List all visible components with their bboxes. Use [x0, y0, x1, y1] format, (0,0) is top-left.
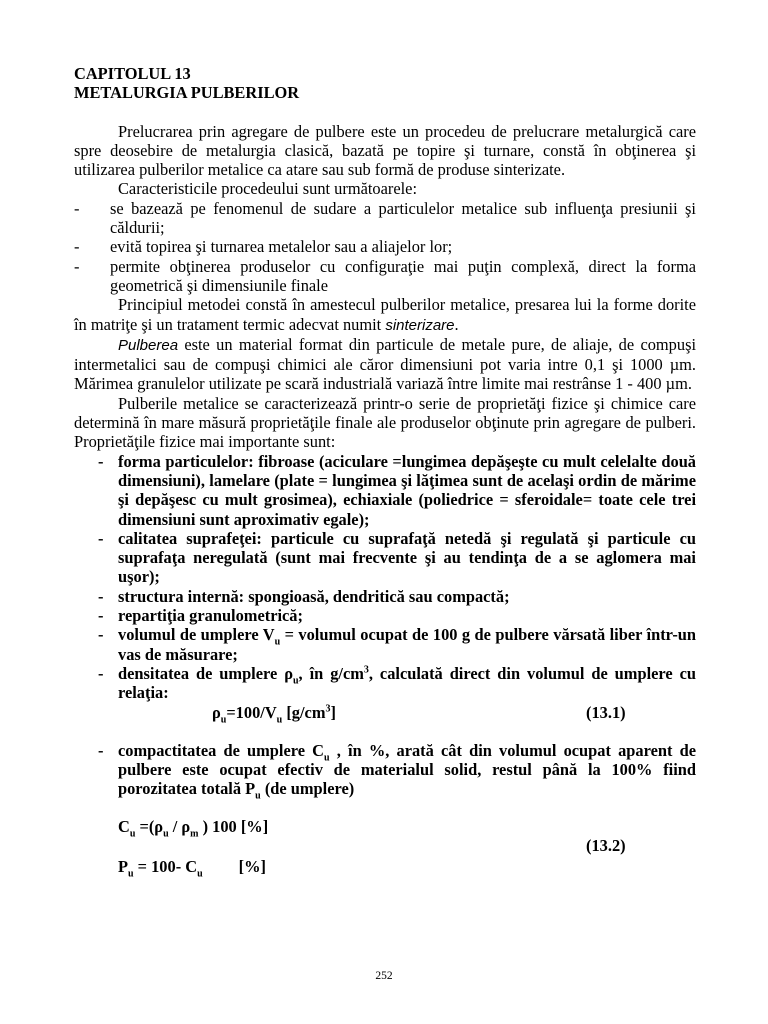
list-item-text: structura internă: spongioasă, dendritică sau compactă; [118, 586, 510, 606]
paragraph-characteristics: Caracteristicile procedeului sunt următoarele: [118, 179, 418, 199]
list-item [74, 237, 696, 256]
text-run: volumul de umplere V [118, 625, 275, 645]
bullet-dash: - [98, 586, 104, 606]
superscript: 3 [363, 664, 369, 676]
list-item [74, 199, 696, 238]
bullet-dash: - [98, 606, 104, 626]
text-run: . [454, 314, 459, 334]
page-number: 252 [375, 970, 393, 982]
subscript: u [255, 790, 261, 802]
paragraph-principle [74, 295, 696, 335]
formula-13-1 [74, 702, 696, 725]
text-run: , în g/cm [298, 663, 364, 683]
bullet-dash: - [98, 451, 104, 471]
list-item [74, 257, 696, 296]
text-run: , în %, arată cât din volumul ocupat aparent de pulbere este ocupat efectiv de materialul solid, restul până la 100% fiind porozitatea totală P [118, 740, 697, 799]
term-pulberea: Pulberea [118, 336, 179, 354]
spacer [74, 722, 696, 741]
list-item [74, 606, 696, 625]
paragraph-properties: Pulberile metalice se caracterizează printr-o serie de proprietăţi fizice şi chimice care determină în mare măsură proprietăţile finale ale produselor obţinute prin agregare de pulberi. Proprietăţile fizice mai importante sunt: [74, 393, 696, 452]
list-item-text: repartiţia granulometrică; [118, 606, 303, 626]
list-item-compactitate [74, 740, 697, 802]
list-item-text: calitatea suprafeţei: particule cu suprafaţă netedă şi regulată şi particule cu suprafaţa neregulată (sunt mai frecvente şi au tendinţa de a se aglomera mai uşor); [118, 528, 696, 587]
term-sinterizare: sinterizare [385, 316, 455, 334]
list-item-text: se bazează pe fenomenul de sudare a particulelor metalice sub influenţa presiunii şi căldurii; [110, 198, 696, 238]
text-run: = volumul ocupat de 100 g de pulbere vărsată liber într-un vas de măsurare; [118, 625, 697, 664]
formula-expression: $\rho_u=100/V_u$ $[g/cm^3]$ [212, 702, 336, 725]
formula-number: (13.2) [586, 836, 626, 856]
list-item [74, 452, 696, 529]
subscript: u [324, 751, 330, 763]
document-page [74, 64, 696, 887]
paragraph-intro: Prelucrarea prin agregare de pulbere este un procedeu de prelucrare metalurgică care spre deosebire de metalurgia clasică, bazată pe topire şi turnare, constă în obţinerea şi utilizarea pulberilor metalice ca atare sau sub formă de produse sinterizate. [74, 121, 696, 180]
text-run: este un material format din particule de metale pure, de aliaje, de compuşi intermetalici sau de compuşi chimici ale căror dimensiuni pot varia intre 0,1 şi 1000 µm. Mărimea granulelor utilizate pe scară industrială variază între limite mai restrânse 1 - 400 µm. [74, 334, 696, 394]
list-item-text: permite obţinerea produselor cu configuraţie mai puţin complexă, direct la forma geometrică şi dimensiunile finale [110, 256, 696, 295]
list-item-densitate [74, 664, 696, 703]
list-item [74, 529, 696, 587]
list-item-volum [74, 625, 696, 664]
chapter-title: METALURGIA PULBERILOR [74, 83, 300, 103]
bullet-dash: - [74, 237, 80, 257]
bullet-dash: - [98, 528, 104, 548]
formula-compactitate: $C_u =(\rho_u / \rho_m$ ) 100 [%] [118, 817, 269, 840]
bullet-dash: - [98, 663, 104, 683]
formula-13-2 [74, 817, 696, 887]
formula-porozitate: $P_u = 100-$ $C_u$ [%] [118, 857, 266, 880]
text-run: compactitatea de umplere C [118, 740, 325, 760]
text-run: (de umplere) [260, 779, 355, 799]
list-item-text: forma particulelor: fibroase (aciculare =lungimea depăşeşte cu mult celelalte două dimensiuni), lamelare (plate = lungimea şi lăţimea sunt de acelaşi ordin de mărime şi depăşesc cu mult grosimea), echiaxiale (poliedrice = sferoidale= toate cele trei dimensiuni sunt aproximativ egale); [118, 451, 696, 529]
text-run: , calculată direct din volumul de umplere cu relaţia: [118, 663, 696, 703]
text-run: Principiul metodei constă în amestecul pulberilor metalice, presarea lui la forme dorite în matriţe şi un tratament termic adecvat numit [74, 295, 696, 334]
subscript: u [274, 636, 281, 648]
bullet-dash: - [74, 198, 80, 218]
bullet-dash: - [74, 256, 80, 276]
subscript: u [292, 675, 299, 687]
formula-number: (13.1) [586, 702, 626, 722]
bullet-dash: - [98, 740, 104, 760]
chapter-number: CAPITOLUL 13 [74, 64, 191, 83]
paragraph-pulberea [74, 335, 696, 394]
bullet-dash: - [98, 625, 104, 645]
list-item-text: evită topirea şi turnarea metalelor sau a aliajelor lor; [110, 237, 453, 257]
text-run: densitatea de umplere ρ [118, 663, 293, 683]
list-item [74, 587, 696, 606]
